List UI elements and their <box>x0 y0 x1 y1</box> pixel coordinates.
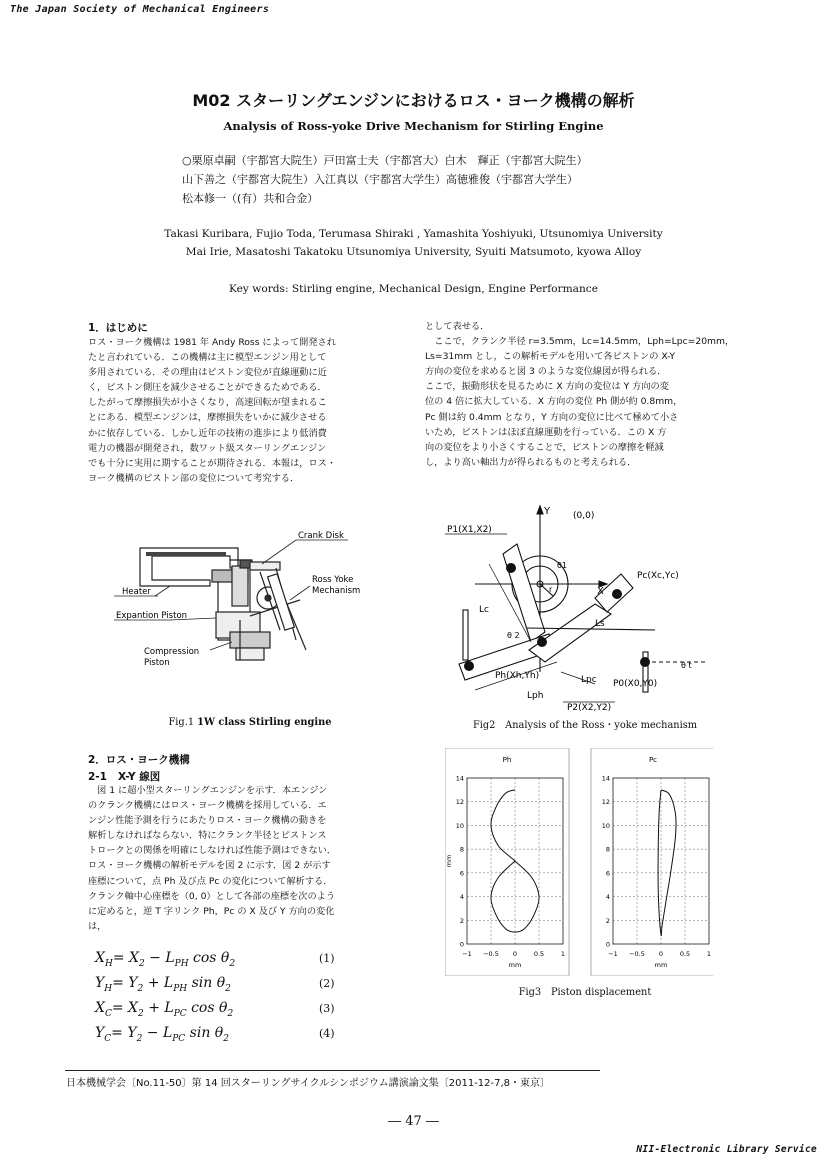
footer-divider <box>65 1070 600 1071</box>
fig2-label-theta-t: θ t <box>681 661 692 670</box>
fig2-label-x: X <box>597 586 604 597</box>
fig3-panel-0-xtick: −1 <box>462 950 472 958</box>
equation-4-op: − L <box>142 1025 173 1041</box>
fig3-panel-1-title: Pc <box>648 756 658 764</box>
equation-3-lsub2: PC <box>173 1008 187 1019</box>
fig1-label-compression-1: Compression <box>144 647 200 657</box>
equation-1-lsub: H <box>104 958 113 969</box>
fig3-charts <box>445 748 713 976</box>
equation-1-rhs1: = X <box>112 950 139 966</box>
equation-2-rsub1: 2 <box>137 983 144 994</box>
paper-title-en: Analysis of Ross-yoke Drive Mechanism for Stirling Engine <box>223 119 604 133</box>
fig3-panel-0-xtick: −0.5 <box>483 950 499 958</box>
equation-2-lsub2: PH <box>173 983 188 994</box>
subsection-number: 2-1 <box>88 771 107 783</box>
fig3-panel-1-xlabel: mm <box>654 961 668 969</box>
equation-3-number: (3) <box>319 1002 335 1015</box>
fig2-label-p2: P2(X2,Y2) <box>567 703 612 712</box>
fig1-label-compression-2: Piston <box>144 658 170 668</box>
fig3-panel-0-ytick: 0 <box>459 940 464 949</box>
fig2-diagram <box>445 502 715 712</box>
fig2-label-p0: P0(X0,Y0) <box>613 679 658 689</box>
fig3-panel-0-ytick: 8 <box>459 845 464 854</box>
fig2-label-pc: Pc(Xc,Yc) <box>637 571 679 581</box>
equation-3-op: + L <box>143 1000 174 1016</box>
fig3-panel-0-ytick: 10 <box>455 821 464 830</box>
fig2-label-theta2: θ 2 <box>507 631 520 640</box>
fig1-label-heater: Heater <box>122 587 151 597</box>
page-number: ― 47 ― <box>388 1114 439 1129</box>
fig2-label-origin: (0,0) <box>573 511 595 521</box>
fig3-panel-1-xtick: 0 <box>658 950 664 958</box>
section-1-body: ロス・ヨーク機構は 1981 年 Andy Ross によって開発され たと言われている．この機構は主に模型エンジン用として 多用されている．その理由はピストン変位が直線運動に近 く，ピストン側圧を減少させることができるためである． したがって摩擦損失が小さくなり，高速回転が望まれるこ とにある．模型エンジンは，摩擦損失をいかに減少させる かに依存している．しかし近年の技術の進歩により低消費 電力の機器が開発され，数ワット級スターリングエンジン でも十分に実用に期することが期待される．本報は，ロス・ ヨーク機構のピストン部の変位について考究する． <box>88 337 337 484</box>
fig3-panel-1-ytick: 10 <box>601 821 610 830</box>
equation-2-fsub: 2 <box>225 983 231 994</box>
equation-1-fn: cos θ <box>188 950 230 966</box>
equation-4-lsub: C <box>104 1033 112 1044</box>
fig2-label-lc: Lc <box>479 605 489 615</box>
fig3-panel-0-ytick: 12 <box>455 798 464 807</box>
fig3-panel-0-ytick: 6 <box>459 869 464 878</box>
fig2-caption: Fig2 Analysis of the Ross・yoke mechanism <box>472 720 698 731</box>
fig1-label-crank-disk: Crank Disk <box>298 531 344 541</box>
equation-1-fsub: 2 <box>229 958 236 969</box>
fig1-caption-bold: 1W class Stirling engine <box>197 717 332 728</box>
fig3-panel-1-ytick: 12 <box>601 798 610 807</box>
equation-2-rhs1: = Y <box>112 975 138 991</box>
equation-1-lhs: X <box>95 950 105 966</box>
equation-3-fsub: 2 <box>227 1008 234 1019</box>
equation-4-rsub1: 2 <box>136 1033 143 1044</box>
fig3-caption: Fig3 Piston displacement <box>518 987 652 998</box>
fig3-panel-0-xtick: 1 <box>560 950 566 958</box>
fig2-label-lpc: Lpc <box>581 675 597 685</box>
fig2-label-lph: Lph <box>527 691 544 701</box>
keywords: Key words: Stirling engine, Mechanical Design, Engine Performance <box>229 283 598 295</box>
equation-4-number: (4) <box>319 1027 335 1040</box>
equation-1-number: (1) <box>319 952 335 965</box>
fig3-panel-1-ytick: 6 <box>605 869 610 878</box>
fig1-caption <box>140 717 360 728</box>
fig3-panel-0-ytick: 2 <box>459 916 464 925</box>
equation-1-rsub1: 2 <box>138 958 145 969</box>
fig3-panel-0-ytick: 14 <box>455 774 464 783</box>
fig2-label-ls: Ls <box>595 619 605 629</box>
fig2-label-y: Y <box>544 506 551 517</box>
fig3-panel-1-xtick: 1 <box>706 950 712 958</box>
fig2-label-r: r <box>549 585 553 594</box>
header-organization: The Japan Society of Mechanical Engineers <box>10 4 270 15</box>
equation-2-lsub: H <box>104 983 113 994</box>
equation-4 <box>95 1025 355 1047</box>
fig3-panel-0-xtick: 0.5 <box>533 950 545 958</box>
fig3-panel-1-ytick: 14 <box>601 774 610 783</box>
equation-4-lsub2: PC <box>172 1033 186 1044</box>
equation-3-lsub: C <box>104 1008 112 1019</box>
equation-3-fn: cos θ <box>186 1000 228 1016</box>
fig3-panel-1-ytick: 4 <box>605 893 610 902</box>
fig3-panel-1-xtick: 0.5 <box>679 950 691 958</box>
author-line-jp-1: ○栗原卓嗣（宇都宮大院生）戸田富士夫（宇都宮大）白木 輝正（宇都宮大院生） <box>182 154 588 167</box>
equation-4-fn: sin θ <box>185 1025 224 1041</box>
equation-3-lhs: X <box>95 1000 105 1016</box>
equation-4-lhs: Y <box>95 1025 105 1041</box>
equation-3-rsub1: 2 <box>138 1008 144 1019</box>
equation-4-fsub: 2 <box>223 1033 229 1044</box>
fig3-panel-1-ytick: 2 <box>605 916 610 925</box>
fig1-label-ross-yoke-2: Mechanism <box>312 586 361 596</box>
footer-nii: NII-Electronic Library Service <box>636 1144 817 1155</box>
author-line-en-2: Mai Irie, Masatoshi Takatoku Utsunomiya University, Syuiti Matsumoto, kyowa Alloy <box>185 246 642 258</box>
fig3-panel-0-ylabel: mm <box>445 854 453 868</box>
equation-1-lsub2: PH <box>174 958 189 969</box>
author-line-jp-2: 山下善之（宇都宮大院生）入江真以（宇都宮大学生）高徳雅俊（宇都宮大学生） <box>182 173 578 186</box>
fig3-panel-0-xlabel: mm <box>508 961 522 969</box>
fig3-panel-0-ytick: 4 <box>459 893 464 902</box>
fig3-panel-1-ytick: 0 <box>605 940 610 949</box>
author-line-jp-3: 松本修一（(有）共和合金） <box>182 192 319 205</box>
fig3-panel-1-ytick: 8 <box>605 845 610 854</box>
fig3-panel-1-xtick: −1 <box>608 950 618 958</box>
equation-1-op: − L <box>144 950 175 966</box>
footer-proceedings: 日本機械学会〔No.11-50〕第 14 回スターリングサイクルシンポジウム講演論文集〔2011-12-7,8・東京〕 <box>66 1078 551 1089</box>
fig1-label-ross-yoke-1: Ross Yoke <box>312 575 354 585</box>
author-line-en-1: Takasi Kuribara, Fujio Toda, Terumasa Shiraki , Yamashita Yoshiyuki, Utsunomiya University <box>164 228 663 240</box>
fig3-panel-1-xtick: −0.5 <box>629 950 645 958</box>
subsection-title: X-Y 線図 <box>117 771 161 783</box>
fig2-label-ph: Ph(Xh,Yh) <box>495 671 540 681</box>
equation-2 <box>95 975 355 997</box>
equation-2-lhs: Y <box>95 975 105 991</box>
paper-title-jp: M02 スターリングエンジンにおけるロス・ヨーク機構の解析 <box>192 91 635 110</box>
section-1-heading: 1．はじめに <box>88 322 148 334</box>
fig1-diagram <box>100 520 390 680</box>
section-2-body: 図 1 に超小型スターリングエンジンを示す．本エンジン のクランク機構にはロス・ヨーク機構を採用している．エ ンジン性能予測を行うにあたりロス・ヨーク機構の動きを 解析しなければならない．特にクランク半径とピストンス トロークとの関係を明確にしなければ性能予測はできない． ロス・ヨーク機構の解析モデルを図 2 に示す．図 2 が示す 座標について，点 Ph 及び点 Pc の変化について解析する． クランク軸中心座標を（0, 0）として各部の座標を次のよう に定めると，逆 T 字リンク Ph，Pc の X 及び Y 方向の変化 は， <box>88 785 337 932</box>
subsection-2-1-heading <box>88 769 160 784</box>
equation-2-fn: sin θ <box>187 975 226 991</box>
equation-3 <box>95 1000 355 1022</box>
equation-3-rhs1: = X <box>111 1000 139 1016</box>
right-column-body: として表せる． ここで，クランク半径 r=3.5mm，Lc=14.5mm，Lph=Lpc=20mm， Ls=31mm とし，この解析モデルを用いて各ピストンの X-Y 方向の変位を求めると図 3 のような変位線図が得られる． ここで，振動形状を見るために X 方向の変位は Y 方向の変 位の 4 倍に拡大している．X 方向の変位 Ph 側が約 0.8mm， Pc 側は約 0.4mm となり，Y 方向の変位に比べて極めて小さ いため，ピストンはほぼ直線運動を行っている．この X 方 向の変位をより小さくすることで，ピストンの摩擦を軽減 し，より高い軸出力が得られるものと考えられる． <box>425 321 735 468</box>
equation-2-number: (2) <box>319 977 335 990</box>
fig3-panel-0-xtick: 0 <box>512 950 518 958</box>
equation-4-rhs1: = Y <box>111 1025 137 1041</box>
section-2-heading: 2．ロス・ヨーク機構 <box>88 754 190 766</box>
fig2-label-theta1: θ1 <box>557 561 567 570</box>
fig1-caption-prefix: Fig.1 <box>168 717 198 728</box>
fig2-label-p1: P1(X1,X2) <box>447 525 492 535</box>
equation-1 <box>95 950 355 972</box>
fig3-panel-0-title: Ph <box>502 756 512 764</box>
equation-2-op: + L <box>143 975 174 991</box>
fig1-label-expansion-piston: Expantion Piston <box>116 611 188 621</box>
